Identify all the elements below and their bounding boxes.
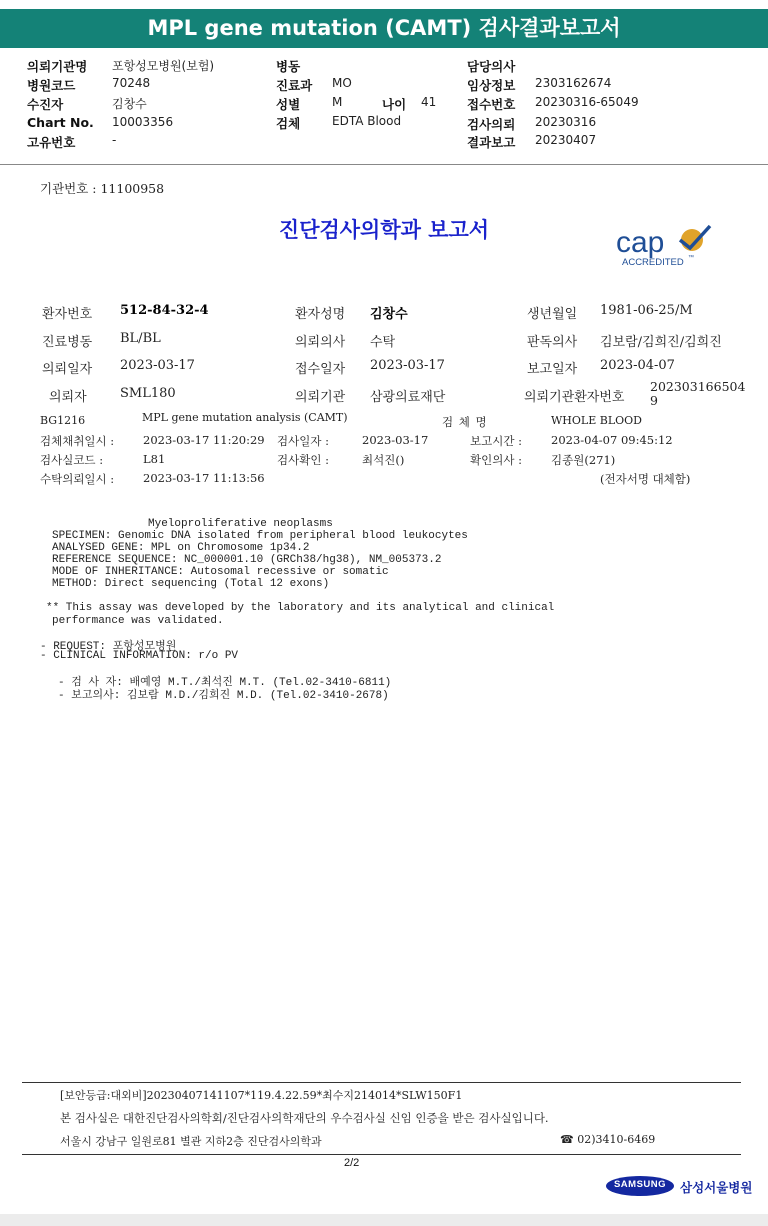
report-header-title: MPL gene mutation (CAMT) 검사결과보고서 — [147, 16, 621, 40]
phone-line: ☎ 02)3410-6469 — [560, 1133, 656, 1146]
samsung-logo — [606, 1175, 674, 1197]
test-code: BG1216 — [40, 414, 86, 427]
confirm-label: 검사확인 : — [277, 453, 329, 467]
test-date-label: 검사일자 : — [277, 434, 329, 448]
header-label: 접수번호 — [467, 97, 516, 112]
requester: SML180 — [120, 386, 176, 401]
entrust-label: 수탁의뢰일시 : — [40, 472, 115, 486]
header-divider — [0, 164, 768, 165]
report-time-label: 보고시간 : — [470, 434, 522, 448]
ward-label: 진료병동 — [42, 335, 93, 350]
header-label: Chart No. — [27, 115, 94, 130]
header-value: 김창수 — [112, 97, 147, 111]
validation-note-cont: performance was validated. — [52, 615, 224, 627]
result-line: REFERENCE SEQUENCE: NC_000001.10 (GRCh38/hg38), NM_005373.2 — [52, 554, 442, 566]
samsung-logo-text: SAMSUNG — [613, 1179, 667, 1190]
req-inst-patient-no-line1: 202303166504 — [650, 379, 746, 394]
req-inst-label: 의뢰기관 — [295, 390, 346, 405]
header-label: 임상정보 — [467, 78, 516, 93]
req-inst-patient-no-line2: 9 — [650, 393, 658, 408]
req-doctor-label: 의뢰의사 — [295, 335, 346, 350]
reader: 김보람/김희진/김희진 — [600, 335, 722, 350]
report-date-label: 보고일자 — [527, 362, 578, 377]
footer-bottom-rule — [22, 1154, 741, 1155]
header-label: 의뢰기관명 — [27, 59, 88, 74]
header-label: 담당의사 — [467, 59, 516, 74]
header-label: 검체 — [276, 116, 301, 131]
result-line: MODE OF INHERITANCE: Autosomal recessive or somatic — [52, 566, 389, 578]
report-date: 2023-04-07 — [600, 358, 675, 373]
title-bar — [0, 9, 768, 48]
header-label: 고유번호 — [27, 135, 76, 150]
test-date: 2023-03-17 — [362, 433, 429, 447]
specimen-label: 검 체 명 — [442, 415, 488, 429]
specimen: WHOLE BLOOD — [551, 414, 642, 427]
header-value: 20230316 — [535, 115, 597, 129]
header-value: 41 — [421, 95, 437, 109]
patient-no: 512-84-32-4 — [120, 303, 209, 318]
hospital-name: 삼성서울병원 — [680, 1180, 753, 1195]
result-line: ANALYSED GENE: MPL on Chromosome 1p34.2 — [52, 542, 310, 554]
requester-label: 의뢰자 — [49, 390, 87, 405]
req-inst: 삼광의료재단 — [370, 390, 446, 405]
header-label: 병원코드 — [27, 78, 76, 93]
header-label: 결과보고 — [467, 135, 516, 150]
collect-time: 2023-03-17 11:20:29 — [143, 433, 265, 447]
reader-label: 판독의사 — [527, 335, 578, 350]
reporter-line: - 보고의사: 김보람 M.D./김희진 M.D. (Tel.02-3410-2678) — [58, 690, 389, 702]
header-value: 포항성모병원(보험) — [112, 59, 215, 73]
header-value: - — [112, 133, 117, 147]
header-label: 병동 — [276, 59, 301, 74]
header-value: 2303162674 — [535, 76, 612, 90]
address-line: 서울시 강남구 일원로81 별관 지하2층 진단검사의학과 — [60, 1135, 322, 1148]
security-line: [보안등급:대외비]20230407141107*119.4.22.59*최수지214014*SLW150F1 — [60, 1089, 463, 1102]
doctor: 김종원(271) — [551, 453, 616, 467]
header-label: 수진자 — [27, 97, 64, 112]
certification-line: 본 검사실은 대한진단검사의학회/진단검사의학재단의 우수검사실 신임 인증을 받은 검사실입니다. — [60, 1111, 549, 1125]
header-label: 검사의뢰 — [467, 117, 516, 132]
institution-number: 기관번호 : 11100958 — [40, 181, 165, 196]
header-value: EDTA Blood — [332, 114, 402, 128]
tester-line: - 검 사 자: 배예영 M.T./최석진 M.T. (Tel.02-3410-6811) — [58, 677, 392, 689]
confirm: 최석진() — [362, 453, 405, 467]
header-label: 나이 — [382, 97, 407, 112]
test-name: MPL gene mutation analysis (CAMT) — [142, 411, 348, 424]
report-time: 2023-04-07 09:45:12 — [551, 433, 673, 447]
dob-label: 생년월일 — [527, 307, 578, 322]
lab-code-label: 검사실코드 : — [40, 453, 104, 467]
patient-name-label: 환자성명 — [295, 307, 346, 322]
result-line: SPECIMEN: Genomic DNA isolated from peripheral blood leukocytes — [52, 530, 468, 542]
patient-no-label: 환자번호 — [42, 307, 93, 322]
header-value: MO — [332, 76, 352, 90]
request-line: - REQUEST: 포항성모병원 — [40, 641, 177, 653]
entrust-time: 2023-03-17 11:13:56 — [143, 471, 265, 485]
bottom-band — [0, 1214, 768, 1226]
electronic-signature: (전자서명 대체함) — [600, 472, 691, 486]
header-value: 20230316-65049 — [535, 95, 639, 109]
collect-label: 검체채취일시 : — [40, 434, 115, 448]
header-label: 성별 — [276, 97, 301, 112]
recv-date: 2023-03-17 — [370, 358, 445, 373]
validation-note: ** This assay was developed by the laboratory and its analytical and clinical — [46, 602, 555, 614]
footer-top-rule — [22, 1082, 741, 1083]
clinical-info-line: - CLINICAL INFORMATION: r/o PV — [40, 650, 239, 662]
result-line: METHOD: Direct sequencing (Total 12 exons) — [52, 578, 330, 590]
cap-logo-text: cap — [616, 226, 665, 259]
recv-date-label: 접수일자 — [295, 362, 346, 377]
req-date: 2023-03-17 — [120, 358, 195, 373]
header-value: 10003356 — [112, 115, 174, 129]
req-doctor: 수탁 — [370, 335, 396, 350]
patient-name: 김창수 — [370, 307, 408, 322]
req-date-label: 의뢰일자 — [42, 362, 93, 377]
doctor-label: 확인의사 : — [470, 453, 522, 467]
dob: 1981-06-25/M — [600, 303, 693, 318]
header-value: M — [332, 95, 343, 109]
ward: BL/BL — [120, 331, 161, 346]
req-inst-patient-label: 의뢰기관환자번호 — [524, 390, 625, 405]
cap-accredited-logo — [612, 222, 732, 272]
header-value: 20230407 — [535, 133, 597, 147]
result-heading: Myeloproliferative neoplasms — [148, 518, 333, 530]
page-number: 2/2 — [344, 1157, 360, 1169]
cap-logo-trademark: ™ — [688, 255, 694, 261]
report-title: 진단검사의학과 보고서 — [278, 217, 490, 242]
cap-logo-subtext: ACCREDITED — [622, 257, 684, 268]
header-value: 70248 — [112, 76, 151, 90]
header-label: 진료과 — [276, 78, 313, 93]
lab-code: L81 — [143, 452, 166, 466]
